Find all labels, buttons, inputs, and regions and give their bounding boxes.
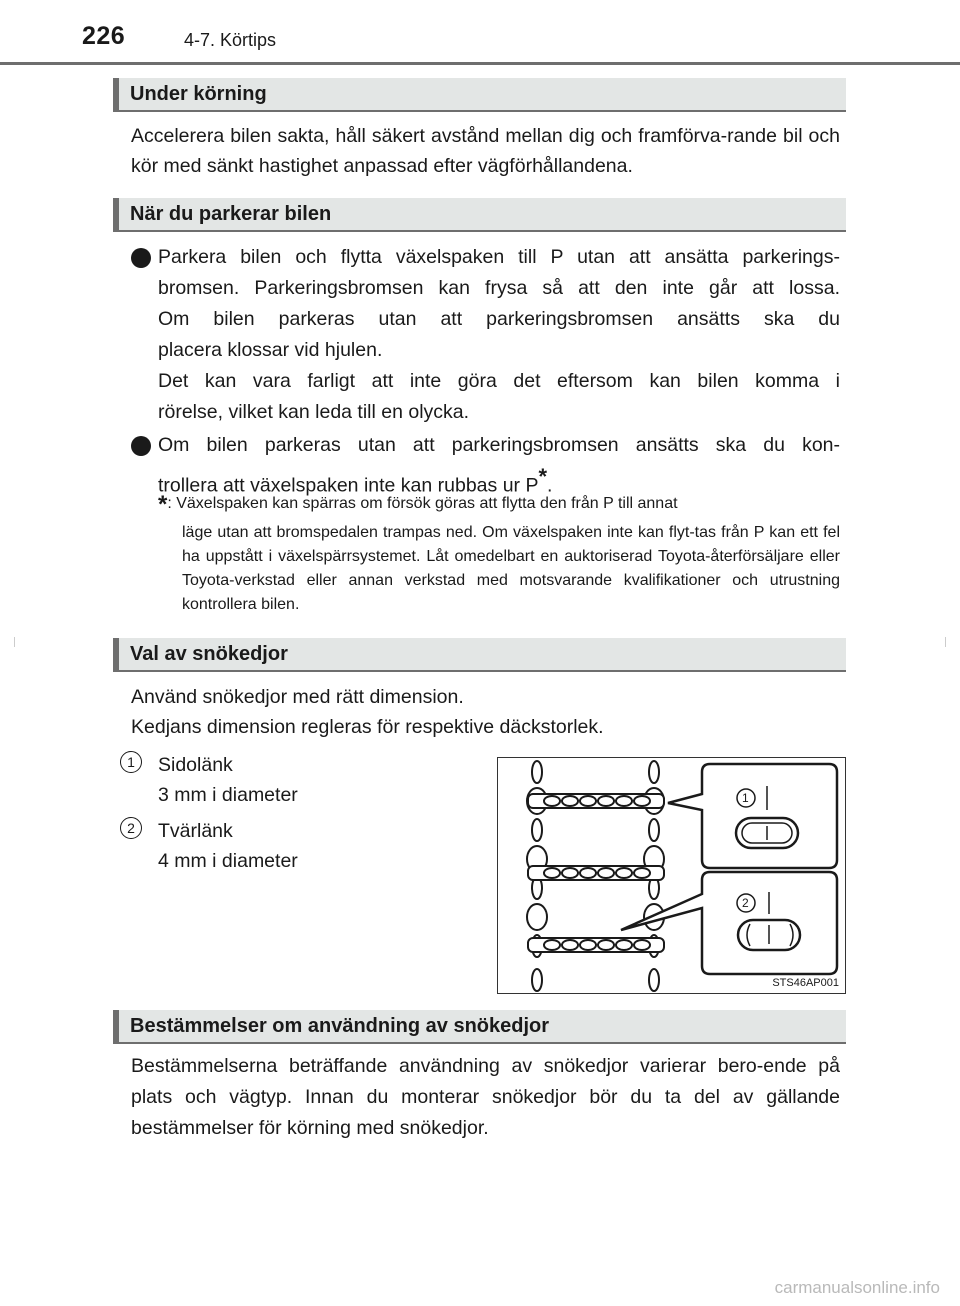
footnote-marker: * (538, 464, 548, 489)
bullet-dot (131, 248, 151, 268)
callout-number-2: 2 (120, 817, 142, 839)
parking-bullet-2: Om bilen parkeras utan att parkeringsbromsen ansätts ska du kon- trollera att växelspaken inte kan rubbas ur P*. (158, 434, 840, 497)
footnote-first-line: *: Växelspaken kan spärras om försök göras att flytta den från P till annat (158, 491, 678, 518)
snow-chain-figure (497, 757, 846, 994)
figure-code: STS46AP001 (772, 977, 839, 989)
section-heading-bestammelser: Bestämmelser om användning av snökedjor (113, 1010, 846, 1044)
snow-chain-illustration (498, 758, 845, 993)
callout-number-1: 1 (120, 751, 142, 773)
section-reference: 4-7. Körtips (184, 30, 277, 50)
figure-callout-2: 2 (742, 896, 749, 910)
figure-callout-1: 1 (742, 791, 749, 805)
under-korning-text: Accelerera bilen sakta, håll säkert avstånd mellan dig och framförva-rande bil och kör med sänkt hastighet anpassad efter vägförhållandena. (131, 125, 840, 177)
trim-mark (945, 637, 946, 647)
page-number: 226 (82, 22, 126, 50)
page-header (0, 0, 960, 50)
parking-bullet-1: Parkera bilen och flytta växelspaken till P utan att ansätta parkerings- bromsen. Parkeringsbromsen kan frysa så att den inte går att lossa. Om bilen parkeras utan att parkeringsbromsen ansätts ska du placera klossar vid hjulen. Det kan vara farligt att inte göra det eftersom kan bilen komma i rörelse, vilket kan leda till en olycka. (158, 246, 840, 423)
section-heading-snokedjor: Val av snökedjor (113, 638, 846, 672)
snokedjor-intro: Använd snökedjor med rätt dimension. Kedjans dimension regleras för respektive däckstorlek. (131, 686, 604, 738)
detail-callout-cross-link (621, 872, 837, 974)
cross-chain-1 (528, 794, 664, 808)
list-item-tvarlank: Tvärlänk 4 mm i diameter (158, 820, 298, 872)
watermark: carmanualsonline.info (774, 1278, 940, 1297)
cross-chain-3 (528, 938, 664, 952)
bestammelser-text: Bestämmelserna beträffande användning av snökedjor varierar bero-ende på plats och vägtyp. Innan du monterar snökedjor bör du ta del av gällande bestämmelser för körning med snökedjor. (131, 1055, 840, 1139)
header-rule (0, 62, 960, 65)
bullet-dot (131, 436, 151, 456)
section-heading-parkerar: När du parkerar bilen (113, 198, 846, 232)
cross-chain-2 (528, 866, 664, 880)
detail-callout-side-link (668, 764, 837, 868)
list-item-sidolank: Sidolänk 3 mm i diameter (158, 754, 298, 806)
footnote-star: * (158, 491, 168, 518)
section-heading-under-korning: Under körning (113, 78, 846, 112)
trim-mark (14, 637, 15, 647)
footnote-body: läge utan att bromspedalen trampas ned. Om växelspaken inte kan flyt-tas från P kan ett fel ha uppstått i växelspärrsystemet. Låt omedelbart en auktoriserad Toyota-återförsäljare eller Toyota-verkstad eller annan verkstad med motsvarande kvalifikationer och utrustning kontrollera bilen. (182, 524, 840, 613)
